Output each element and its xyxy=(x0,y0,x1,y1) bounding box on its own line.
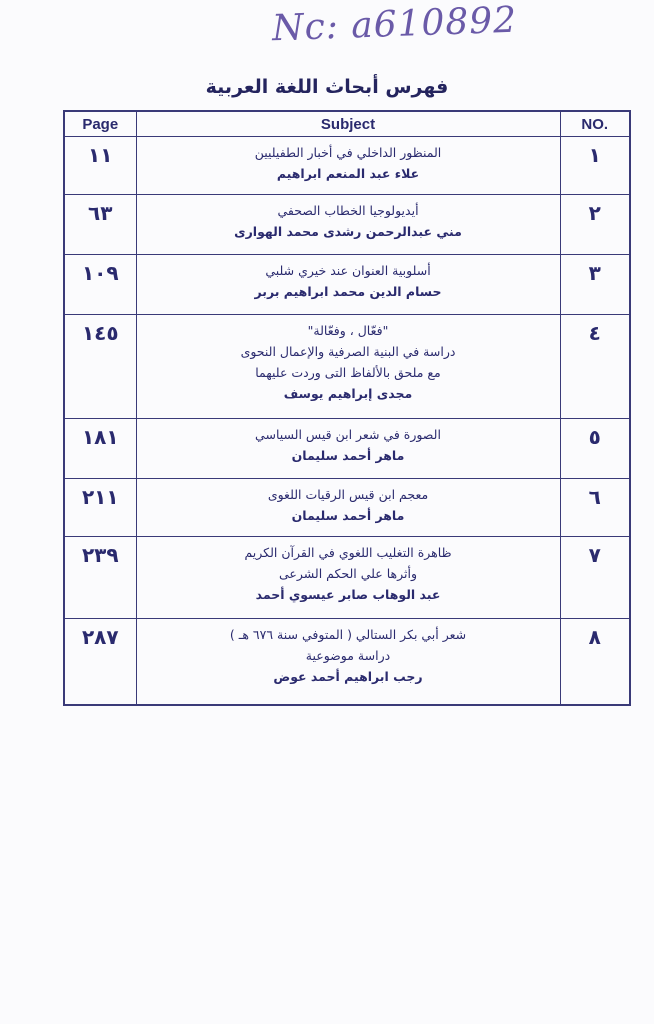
page-number: ٢٣٩ xyxy=(64,537,136,619)
table-row xyxy=(64,137,630,195)
table-row xyxy=(64,479,630,537)
row-number: ٦ xyxy=(560,479,630,537)
page-number: ١٤٥ xyxy=(64,315,136,419)
contents-table xyxy=(63,110,631,706)
subject-title-line: وأثرها علي الحكم الشرعى xyxy=(278,566,417,581)
author-name: مني عبدالرحمن رشدى محمد الهوارى xyxy=(234,224,462,239)
subject-cell xyxy=(136,195,560,255)
page-number: ٢٨٧ xyxy=(64,619,136,705)
table-row xyxy=(64,537,630,619)
author-name: عبد الوهاب صابر عيسوي أحمد xyxy=(255,587,441,602)
row-number: ٨ xyxy=(560,619,630,705)
header-no: NO. xyxy=(560,111,630,137)
author-name: حسام الدين محمد ابراهيم بربر xyxy=(254,284,442,299)
subject-title-line: شعر أبي بكر الستالي ( المتوفي سنة ٦٧٦ هـ ) xyxy=(229,627,467,642)
subject-title-line: دراسة في البنية الصرفية والإعمال النحوى xyxy=(240,344,456,359)
page-number: ٦٣ xyxy=(64,195,136,255)
row-number: ١ xyxy=(560,137,630,195)
header-subject: Subject xyxy=(136,111,560,137)
header-page: Page xyxy=(64,111,136,137)
subject-title-line: "فعّال ، وفعّالة" xyxy=(307,323,389,338)
table-row xyxy=(64,315,630,419)
subject-cell xyxy=(136,315,560,419)
table-row xyxy=(64,419,630,479)
row-number: ٣ xyxy=(560,255,630,315)
page-number: ١٠٩ xyxy=(64,255,136,315)
page-number: ١١ xyxy=(64,137,136,195)
subject-title-line: الصورة في شعر ابن قيس السياسي xyxy=(255,427,441,442)
table-row xyxy=(64,619,630,705)
author-name: علاء عبد المنعم ابراهيم xyxy=(276,166,420,181)
page-title: فهرس أبحاث اللغة العربية xyxy=(205,76,449,98)
subject-cell xyxy=(136,479,560,537)
subject-title-line: ظاهرة التغليب اللغوي في القرآن الكريم xyxy=(244,545,452,560)
table-row xyxy=(64,195,630,255)
row-number: ٢ xyxy=(560,195,630,255)
table-row xyxy=(64,255,630,315)
subject-cell xyxy=(136,537,560,619)
table-header-row xyxy=(64,111,630,137)
subject-cell xyxy=(136,619,560,705)
subject-title-line: دراسة موضوعية xyxy=(305,648,391,663)
author-name: رجب ابراهيم أحمد عوض xyxy=(273,669,423,684)
handwritten-accession-number: Nc: a610892 xyxy=(271,0,518,50)
row-number: ٤ xyxy=(560,315,630,419)
subject-title-line: معجم ابن قيس الرقيات اللغوى xyxy=(267,487,429,502)
author-name: ماهر أحمد سليمان xyxy=(291,448,405,463)
author-name: مجدى إبراهيم يوسف xyxy=(283,386,413,401)
subject-title-line: أسلوبية العنوان عند خيري شلبي xyxy=(265,263,431,278)
subject-cell xyxy=(136,137,560,195)
subject-title-line: المنظور الداخلي في أخبار الطفيليين xyxy=(254,145,442,160)
subject-title-line: مع ملحق بالألفاظ التى وردت عليهما xyxy=(255,365,441,380)
subject-title-line: أيديولوجيا الخطاب الصحفي xyxy=(277,203,419,218)
author-name: ماهر أحمد سليمان xyxy=(291,508,405,523)
page-number: ٢١١ xyxy=(64,479,136,537)
page-number: ١٨١ xyxy=(64,419,136,479)
subject-cell xyxy=(136,419,560,479)
row-number: ٧ xyxy=(560,537,630,619)
row-number: ٥ xyxy=(560,419,630,479)
subject-cell xyxy=(136,255,560,315)
